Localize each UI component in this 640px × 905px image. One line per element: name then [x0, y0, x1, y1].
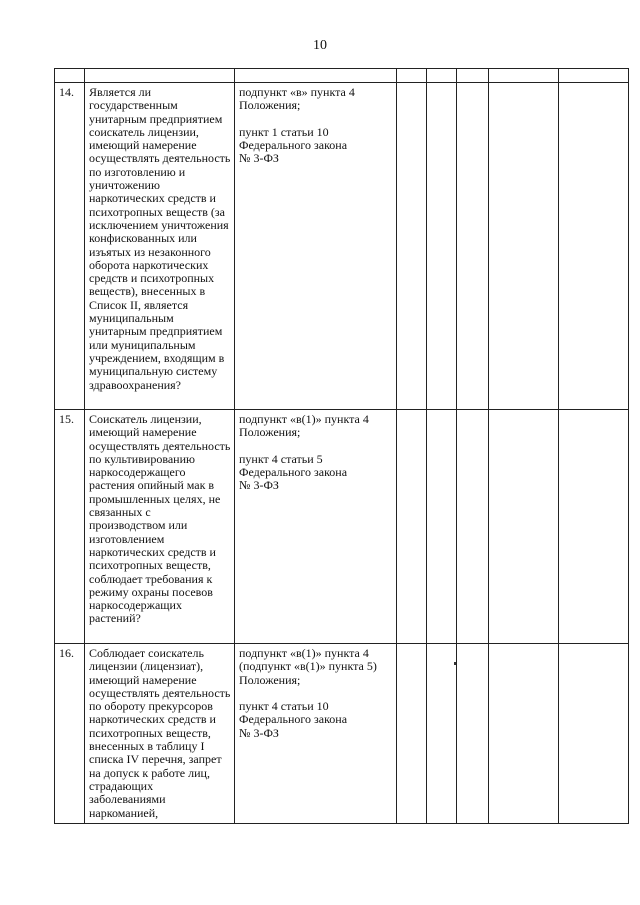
row-number: 15.	[55, 410, 85, 644]
note-cell-2	[559, 410, 629, 644]
table-row	[55, 644, 629, 824]
header-cell-yes	[397, 69, 427, 83]
header-cell-num	[55, 69, 85, 83]
answer-cell-yes	[397, 83, 427, 410]
header-cell-reference	[235, 69, 397, 83]
header-cell-note-2	[559, 69, 629, 83]
answer-cell-na	[457, 83, 489, 410]
requirements-table	[54, 68, 629, 824]
answer-cell-no	[427, 644, 457, 824]
header-cell-no	[427, 69, 457, 83]
question-text: Соблюдает соискатель лицензии (лицензиат), имеющий намерение осуществлять деятельность по обороту прекурсоров наркотических средств и психотропных веществ, внесенных в таблицу I списка IV перечня, запрет на допуск к работе лиц, страдающих заболеваниями наркоманией,	[85, 644, 235, 824]
legal-reference: подпункт «в» пункта 4 Положения; пункт 1 статьи 10 Федерального закона № 3-ФЗ	[235, 83, 397, 410]
header-cell-na	[457, 69, 489, 83]
page-number: 10	[313, 38, 327, 53]
answer-cell-na	[457, 644, 489, 824]
answer-cell-na	[457, 410, 489, 644]
answer-cell-yes	[397, 410, 427, 644]
legal-reference: подпункт «в(1)» пункта 4 Положения; пункт 4 статьи 5 Федерального закона № 3-ФЗ	[235, 410, 397, 644]
table-row	[55, 410, 629, 644]
note-cell-2	[559, 83, 629, 410]
question-text: Соискатель лицензии, имеющий намерение осуществлять деятельность по культивированию наркосодержащего растения опийный мак в промышленных целях, не связанных с производством или изготовлением наркотических средств и психотропных веществ, соблюдает требования к режиму охраны посевов наркосодержащих растений?	[85, 410, 235, 644]
question-text: Является ли государственным унитарным предприятием соискатель лицензии, имеющий намерение осуществлять деятельность по изготовлению и уничтожению наркотических средств и психотропных веществ (за исключением уничтожения конфискованных или изъятых из незаконного оборота наркотических средств и психотропных веществ), внесенных в Список II, является муниципальным унитарным предприятием или муниципальным учреждением, входящим в муниципальную систему здравоохранения?	[85, 83, 235, 410]
table-header-row	[55, 69, 629, 83]
note-cell-1	[489, 644, 559, 824]
row-number: 16.	[55, 644, 85, 824]
header-cell-question	[85, 69, 235, 83]
note-cell-1	[489, 410, 559, 644]
answer-cell-no	[427, 410, 457, 644]
scan-speck	[454, 662, 456, 665]
header-cell-note-1	[489, 69, 559, 83]
answer-cell-no	[427, 83, 457, 410]
table-row	[55, 83, 629, 410]
row-number: 14.	[55, 83, 85, 410]
note-cell-1	[489, 83, 559, 410]
note-cell-2	[559, 644, 629, 824]
legal-reference: подпункт «в(1)» пункта 4 (подпункт «в(1)» пункта 5) Положения; пункт 4 статьи 10 Федерального закона № 3-ФЗ	[235, 644, 397, 824]
answer-cell-yes	[397, 644, 427, 824]
